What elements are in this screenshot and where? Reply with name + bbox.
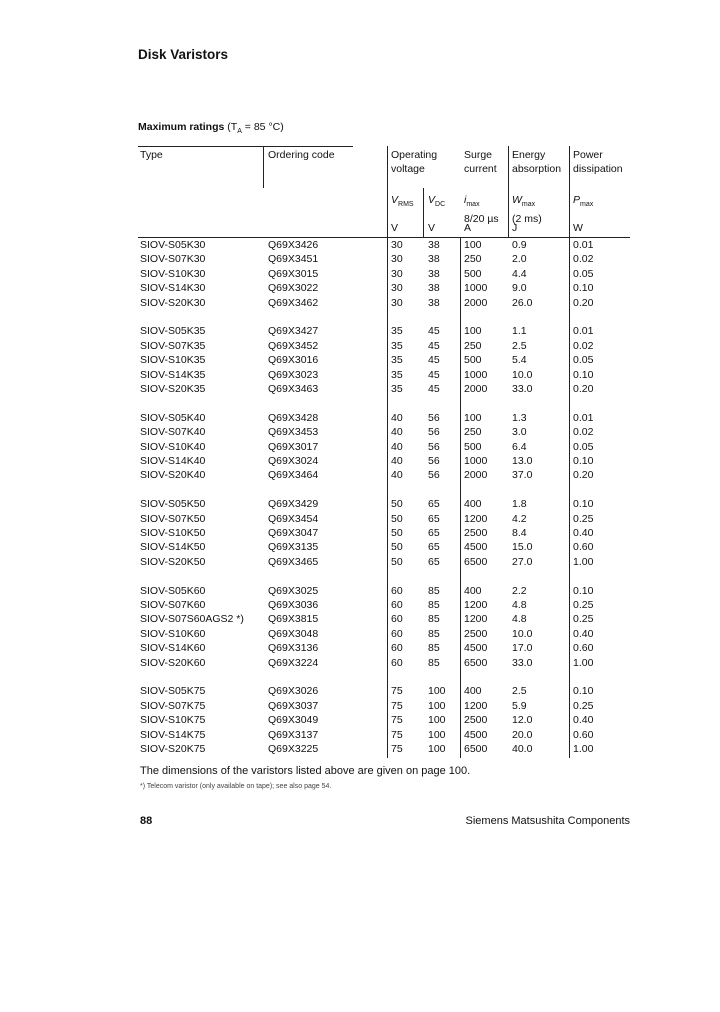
- cell-vrms: 30: [391, 253, 403, 266]
- cell-ordering-code: Q69X3462: [268, 296, 319, 309]
- caption-condition: (T: [227, 121, 238, 133]
- cell-ordering-code: Q69X3454: [268, 512, 319, 525]
- cell-wmax: 26.0: [512, 296, 533, 309]
- cell-imax: 100: [464, 239, 482, 251]
- cell-vdc: 65: [428, 527, 440, 539]
- cell-type: SIOV-S10K75: [140, 714, 206, 727]
- cell-wmax: 2.5: [512, 339, 527, 352]
- cell-ordering-code: Q69X3464: [268, 469, 319, 482]
- cell-vrms: 40: [391, 411, 403, 424]
- unit-vrms: V: [391, 222, 399, 234]
- cell-vrms: 40: [391, 440, 403, 453]
- cell-type: SIOV-S10K30: [140, 267, 206, 280]
- cell-wmax: 13.0: [512, 455, 533, 467]
- cell-vrms: 35: [391, 368, 403, 381]
- cell-wmax: 10.0: [512, 627, 533, 640]
- cell-vdc: 56: [428, 440, 440, 453]
- symbol-sub: RMS: [398, 201, 414, 209]
- cell-wmax: 1.8: [512, 498, 527, 511]
- cell-vrms: 40: [391, 469, 403, 482]
- symbol-sub: max: [466, 201, 480, 209]
- header-ordering-code: Ordering code: [268, 149, 335, 161]
- cell-wmax: 9.0: [512, 282, 527, 295]
- cell-ordering-code: Q69X3048: [268, 627, 319, 640]
- cell-ordering-code: Q69X3465: [268, 555, 319, 568]
- cell-type: SIOV-S05K60: [140, 584, 206, 597]
- cell-type: SIOV-S20K40: [140, 469, 206, 482]
- cell-pmax: 0.10: [573, 584, 594, 597]
- header-divider: [387, 146, 388, 238]
- cell-vrms: 35: [391, 383, 403, 395]
- cell-wmax: 15.0: [512, 541, 533, 554]
- header-energy-absorption: [512, 148, 561, 176]
- cell-ordering-code: Q69X3453: [268, 426, 319, 439]
- cell-imax: 2000: [464, 383, 488, 395]
- cell-imax: 2000: [464, 296, 488, 309]
- symbol-sub: max: [580, 201, 594, 209]
- cell-vdc: 56: [428, 426, 440, 439]
- cell-wmax: 33.0: [512, 656, 533, 669]
- cell-pmax: 0.05: [573, 267, 594, 280]
- cell-vrms: 75: [391, 728, 403, 741]
- cell-vrms: 40: [391, 455, 403, 467]
- cell-wmax: 1.3: [512, 411, 527, 424]
- cell-vrms: 35: [391, 354, 403, 367]
- cell-imax: 250: [464, 253, 482, 266]
- cell-wmax: 5.4: [512, 354, 527, 367]
- caption-rest: = 85 °C): [241, 121, 284, 133]
- cell-ordering-code: Q69X3137: [268, 728, 319, 741]
- cell-vrms: 35: [391, 339, 403, 352]
- cell-ordering-code: Q69X3451: [268, 253, 319, 266]
- cell-vdc: 45: [428, 383, 440, 395]
- cell-vdc: 85: [428, 642, 440, 655]
- cell-imax: 1000: [464, 368, 488, 381]
- cell-pmax: 0.01: [573, 411, 594, 424]
- cell-pmax: 0.25: [573, 613, 594, 626]
- cell-vdc: 85: [428, 584, 440, 597]
- header-note: (2 ms): [512, 213, 542, 226]
- cell-imax: 4500: [464, 541, 488, 554]
- cell-imax: 6500: [464, 743, 488, 755]
- cell-ordering-code: Q69X3224: [268, 656, 319, 669]
- cell-vdc: 56: [428, 469, 440, 482]
- cell-ordering-code: Q69X3427: [268, 325, 319, 338]
- cell-vdc: 45: [428, 354, 440, 367]
- header-line: dissipation: [573, 163, 623, 175]
- cell-vdc: 65: [428, 555, 440, 568]
- header-bottom-rule: [138, 237, 630, 238]
- cell-vrms: 35: [391, 325, 403, 338]
- cell-imax: 1200: [464, 599, 488, 611]
- cell-pmax: 0.20: [573, 383, 594, 395]
- table-top-rule: [138, 146, 353, 147]
- cell-vdc: 65: [428, 512, 440, 525]
- cell-wmax: 0.9: [512, 239, 527, 251]
- cell-wmax: 4.4: [512, 267, 527, 280]
- cell-wmax: 27.0: [512, 555, 533, 568]
- column-divider: [460, 238, 461, 758]
- cell-vrms: 75: [391, 699, 403, 712]
- cell-vdc: 38: [428, 282, 440, 295]
- cell-ordering-code: Q69X3024: [268, 455, 319, 467]
- cell-vrms: 75: [391, 743, 403, 755]
- publisher: Siemens Matsushita Components: [465, 815, 630, 827]
- cell-vdc: 38: [428, 296, 440, 309]
- cell-type: SIOV-S20K50: [140, 555, 206, 568]
- cell-vrms: 60: [391, 627, 403, 640]
- cell-pmax: 0.25: [573, 699, 594, 712]
- cell-wmax: 37.0: [512, 469, 533, 482]
- cell-wmax: 17.0: [512, 642, 533, 655]
- cell-pmax: 0.40: [573, 714, 594, 727]
- cell-ordering-code: Q69X3017: [268, 440, 319, 453]
- cell-wmax: 6.4: [512, 440, 527, 453]
- header-type: Type: [140, 149, 163, 161]
- cell-type: SIOV-S07K50: [140, 512, 206, 525]
- cell-imax: 6500: [464, 555, 488, 568]
- cell-ordering-code: Q69X3463: [268, 383, 319, 395]
- header-line: Operating: [391, 149, 438, 161]
- cell-vdc: 38: [428, 267, 440, 280]
- cell-type: SIOV-S20K75: [140, 743, 206, 755]
- cell-pmax: 0.25: [573, 599, 594, 611]
- table-caption: [138, 121, 284, 135]
- cell-imax: 2500: [464, 714, 488, 727]
- symbol: P: [573, 194, 581, 206]
- cell-ordering-code: Q69X3037: [268, 699, 319, 712]
- cell-imax: 400: [464, 584, 482, 597]
- header-pmax: [573, 193, 593, 212]
- cell-pmax: 0.01: [573, 325, 594, 338]
- unit-wmax: J: [512, 222, 518, 234]
- cell-vdc: 45: [428, 325, 440, 338]
- header-vdc: [428, 193, 445, 212]
- cell-imax: 250: [464, 339, 482, 352]
- unit-imax: A: [464, 222, 472, 234]
- cell-imax: 100: [464, 411, 482, 424]
- header-line: current: [464, 163, 497, 175]
- cell-pmax: 0.10: [573, 368, 594, 381]
- cell-imax: 500: [464, 440, 482, 453]
- cell-pmax: 0.60: [573, 541, 594, 554]
- cell-ordering-code: Q69X3135: [268, 541, 319, 554]
- cell-imax: 4500: [464, 642, 488, 655]
- cell-vdc: 100: [428, 685, 446, 698]
- cell-imax: 1000: [464, 455, 488, 467]
- cell-vrms: 50: [391, 541, 403, 554]
- cell-pmax: 0.40: [573, 527, 594, 539]
- column-divider: [387, 238, 388, 758]
- cell-wmax: 40.0: [512, 743, 533, 755]
- symbol: W: [512, 194, 522, 206]
- cell-wmax: 1.1: [512, 325, 527, 338]
- cell-ordering-code: Q69X3049: [268, 714, 319, 727]
- cell-pmax: 0.60: [573, 728, 594, 741]
- cell-type: SIOV-S07K40: [140, 426, 206, 439]
- cell-pmax: 0.02: [573, 253, 594, 266]
- cell-wmax: 12.0: [512, 714, 533, 727]
- cell-pmax: 0.40: [573, 627, 594, 640]
- cell-ordering-code: Q69X3136: [268, 642, 319, 655]
- cell-imax: 2000: [464, 469, 488, 482]
- header-line: Power: [573, 149, 603, 161]
- cell-type: SIOV-S14K60: [140, 642, 206, 655]
- cell-imax: 1200: [464, 512, 488, 525]
- cell-imax: 1000: [464, 282, 488, 295]
- cell-vrms: 60: [391, 584, 403, 597]
- cell-vrms: 40: [391, 426, 403, 439]
- cell-wmax: 10.0: [512, 368, 533, 381]
- cell-vdc: 100: [428, 714, 446, 727]
- cell-wmax: 2.2: [512, 584, 527, 597]
- cell-vdc: 56: [428, 455, 440, 467]
- cell-vdc: 45: [428, 339, 440, 352]
- cell-ordering-code: Q69X3023: [268, 368, 319, 381]
- page-title: Disk Varistors: [138, 47, 229, 62]
- cell-vrms: 50: [391, 512, 403, 525]
- cell-ordering-code: Q69X3429: [268, 498, 319, 511]
- cell-wmax: 5.9: [512, 699, 527, 712]
- symbol: V: [428, 194, 436, 206]
- cell-vrms: 30: [391, 282, 403, 295]
- cell-imax: 1200: [464, 613, 488, 626]
- cell-vrms: 75: [391, 685, 403, 698]
- cell-ordering-code: Q69X3047: [268, 527, 319, 539]
- cell-vdc: 65: [428, 498, 440, 511]
- cell-type: SIOV-S10K60: [140, 627, 206, 640]
- cell-vdc: 85: [428, 599, 440, 611]
- cell-wmax: 20.0: [512, 728, 533, 741]
- cell-ordering-code: Q69X3016: [268, 354, 319, 367]
- cell-vrms: 50: [391, 527, 403, 539]
- cell-ordering-code: Q69X3036: [268, 599, 319, 611]
- cell-type: SIOV-S07K30: [140, 253, 206, 266]
- dimensions-note: The dimensions of the varistors listed above are given on page 100.: [140, 765, 471, 777]
- cell-vrms: 30: [391, 267, 403, 280]
- cell-imax: 2500: [464, 527, 488, 539]
- header-vrms: [391, 193, 414, 212]
- cell-pmax: 0.02: [573, 339, 594, 352]
- cell-imax: 400: [464, 498, 482, 511]
- cell-vdc: 100: [428, 743, 446, 755]
- cell-vrms: 60: [391, 599, 403, 611]
- symbol: i: [464, 194, 467, 206]
- symbol: V: [391, 194, 399, 206]
- cell-wmax: 3.0: [512, 426, 527, 439]
- cell-vdc: 85: [428, 656, 440, 669]
- cell-vdc: 45: [428, 368, 440, 381]
- cell-vrms: 60: [391, 656, 403, 669]
- cell-vrms: 30: [391, 239, 403, 251]
- unit-pmax: W: [573, 222, 583, 234]
- cell-imax: 100: [464, 325, 482, 338]
- cell-type: SIOV-S05K35: [140, 325, 206, 338]
- header-divider: [263, 146, 264, 188]
- cell-vrms: 30: [391, 296, 403, 309]
- cell-type: SIOV-S05K50: [140, 498, 206, 511]
- cell-wmax: 4.8: [512, 613, 527, 626]
- cell-type: SIOV-S05K40: [140, 411, 206, 424]
- cell-type: SIOV-S14K40: [140, 455, 206, 467]
- symbol-sub: DC: [435, 201, 446, 209]
- cell-type: SIOV-S07S60AGS2 *): [140, 613, 244, 626]
- cell-vdc: 85: [428, 627, 440, 640]
- cell-ordering-code: Q69X3428: [268, 411, 319, 424]
- header-operating-voltage: [391, 148, 437, 176]
- cell-vdc: 38: [428, 253, 440, 266]
- cell-imax: 500: [464, 354, 482, 367]
- cell-vrms: 60: [391, 642, 403, 655]
- cell-wmax: 2.0: [512, 253, 527, 266]
- cell-type: SIOV-S07K60: [140, 599, 206, 611]
- header-power-dissipation: [573, 148, 623, 176]
- cell-vrms: 60: [391, 613, 403, 626]
- cell-pmax: 0.10: [573, 282, 594, 295]
- cell-ordering-code: Q69X3225: [268, 743, 319, 755]
- header-line: voltage: [391, 163, 425, 175]
- cell-type: SIOV-S14K50: [140, 541, 206, 554]
- cell-pmax: 0.25: [573, 512, 594, 525]
- cell-imax: 6500: [464, 656, 488, 669]
- cell-pmax: 0.20: [573, 296, 594, 309]
- cell-wmax: 4.2: [512, 512, 527, 525]
- cell-pmax: 0.02: [573, 426, 594, 439]
- cell-wmax: 2.5: [512, 685, 527, 698]
- cell-ordering-code: Q69X3026: [268, 685, 319, 698]
- cell-wmax: 8.4: [512, 527, 527, 539]
- cell-pmax: 0.05: [573, 440, 594, 453]
- column-divider: [569, 238, 570, 758]
- cell-vdc: 65: [428, 541, 440, 554]
- cell-type: SIOV-S10K35: [140, 354, 206, 367]
- cell-imax: 4500: [464, 728, 488, 741]
- footnote: *) Telecom varistor (only available on tape); see also page 54.: [140, 783, 332, 790]
- unit-vdc: V: [428, 222, 436, 234]
- cell-imax: 500: [464, 267, 482, 280]
- cell-pmax: 1.00: [573, 656, 594, 669]
- header-surge-current: [464, 148, 497, 176]
- cell-vrms: 75: [391, 714, 403, 727]
- cell-pmax: 0.05: [573, 354, 594, 367]
- cell-pmax: 0.10: [573, 498, 594, 511]
- cell-type: SIOV-S14K30: [140, 282, 206, 295]
- header-note: 8/20 µs: [464, 213, 499, 226]
- header-divider: [423, 188, 424, 238]
- cell-vrms: 50: [391, 498, 403, 511]
- cell-pmax: 0.10: [573, 685, 594, 698]
- cell-vdc: 100: [428, 728, 446, 741]
- header-line: Surge: [464, 149, 493, 161]
- cell-type: SIOV-S05K30: [140, 239, 206, 251]
- cell-ordering-code: Q69X3025: [268, 584, 319, 597]
- cell-ordering-code: Q69X3015: [268, 267, 319, 280]
- cell-type: SIOV-S20K35: [140, 383, 206, 395]
- cell-vrms: 50: [391, 555, 403, 568]
- cell-ordering-code: Q69X3022: [268, 282, 319, 295]
- cell-ordering-code: Q69X3452: [268, 339, 319, 352]
- cell-type: SIOV-S10K50: [140, 527, 206, 539]
- header-line: absorption: [512, 163, 562, 175]
- cell-imax: 400: [464, 685, 482, 698]
- cell-imax: 2500: [464, 627, 488, 640]
- cell-pmax: 0.01: [573, 239, 594, 251]
- cell-pmax: 0.10: [573, 455, 594, 467]
- cell-type: SIOV-S14K75: [140, 728, 206, 741]
- cell-pmax: 0.20: [573, 469, 594, 482]
- cell-type: SIOV-S10K40: [140, 440, 206, 453]
- header-line: Energy: [512, 149, 546, 161]
- header-divider: [508, 146, 509, 238]
- cell-wmax: 33.0: [512, 383, 533, 395]
- cell-type: SIOV-S07K35: [140, 339, 206, 352]
- cell-pmax: 0.60: [573, 642, 594, 655]
- cell-type: SIOV-S07K75: [140, 699, 206, 712]
- cell-vdc: 56: [428, 411, 440, 424]
- cell-imax: 1200: [464, 699, 488, 712]
- cell-vdc: 85: [428, 613, 440, 626]
- header-divider: [569, 146, 570, 238]
- caption-label: Maximum ratings: [138, 121, 225, 133]
- cell-wmax: 4.8: [512, 599, 527, 611]
- caption-sub: A: [237, 128, 242, 136]
- symbol-sub: max: [521, 201, 536, 209]
- cell-type: SIOV-S20K30: [140, 296, 206, 309]
- cell-ordering-code: Q69X3426: [268, 239, 319, 251]
- page-number: 88: [140, 815, 153, 827]
- cell-pmax: 1.00: [573, 743, 594, 755]
- cell-type: SIOV-S20K60: [140, 656, 206, 669]
- cell-imax: 250: [464, 426, 482, 439]
- cell-vdc: 100: [428, 699, 446, 712]
- cell-vdc: 38: [428, 239, 440, 251]
- cell-ordering-code: Q69X3815: [268, 613, 319, 626]
- cell-pmax: 1.00: [573, 555, 594, 568]
- cell-type: SIOV-S14K35: [140, 368, 206, 381]
- cell-type: SIOV-S05K75: [140, 685, 206, 698]
